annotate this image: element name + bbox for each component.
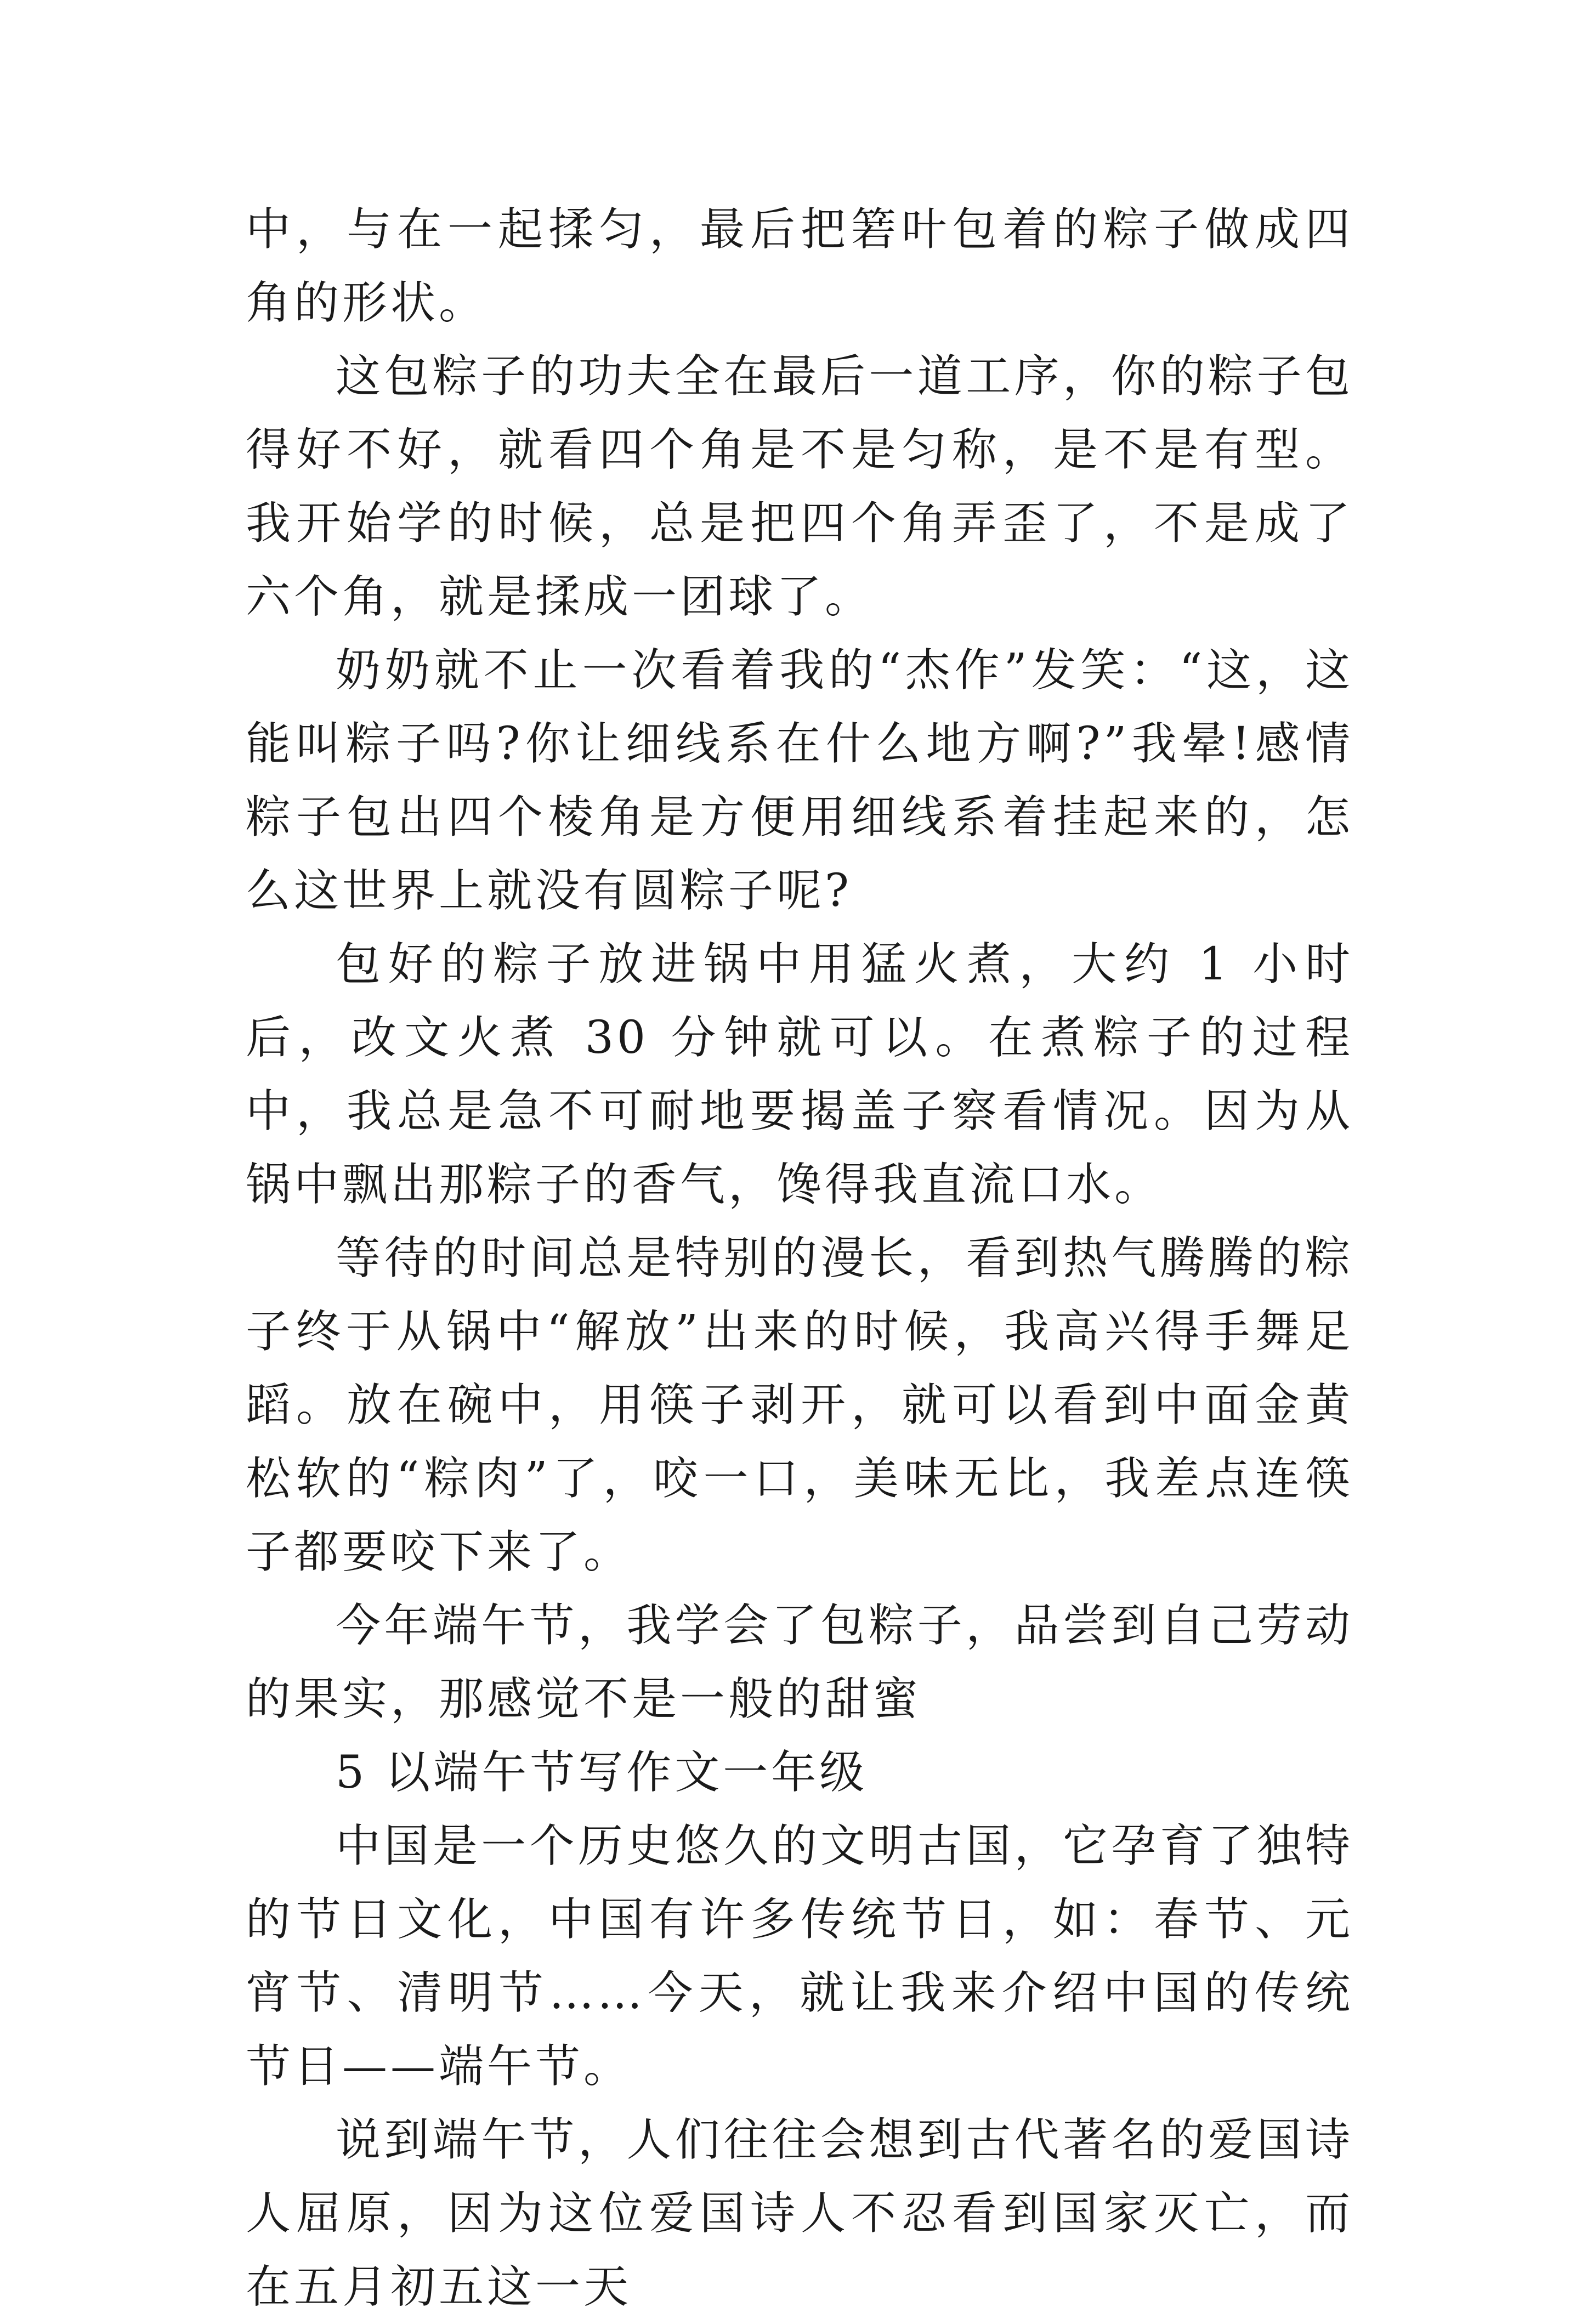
paragraph: 今年端午节，我学会了包粽子，品尝到自己劳动的果实，那感觉不是一般的甜蜜 [246,1600,1353,1725]
paragraph: 包好的粽子放进锅中用猛火煮，大约 1 小时后，改文火煮 30 分钟就可以。在煮粽子的过程中，我总是急不可耐地要揭盖子察看情况。因为从锅中飘出那粽子的香气，馋得我直流口水。 [246,938,1353,1211]
paragraph: 中国是一个历史悠久的文明古国，它孕育了独特的节日文化，中国有许多传统节日，如：春节、元宵节、清明节……今天，就让我来介绍中国的传统节日——端午节。 [246,1820,1353,2093]
paragraph: 说到端午节，人们往往会想到古代著名的爱国诗人屈原，因为这位爱国诗人不忍看到国家灭亡，而在五月初五这一天 [246,2114,1353,2313]
paragraph: 等待的时间总是特别的漫长，看到热气腾腾的粽子终于从锅中“解放”出来的时候，我高兴得手舞足蹈。放在碗中，用筷子剥开，就可以看到中面金黄松软的“粽肉”了，咬一口，美味无比，我差点连筷子都要咬下来了。 [246,1232,1353,1578]
paragraph: 中，与在一起揉匀，最后把箬叶包着的粽子做成四角的形状。 [246,203,1353,329]
paragraph: 这包粽子的功夫全在最后一道工序，你的粽子包得好不好，就看四个角是不是匀称，是不是有型。我开始学的时候，总是把四个角弄歪了，不是成了六个角，就是揉成一团球了。 [246,350,1353,623]
paragraph: 奶奶就不止一次看着我的“杰作”发笑：“这，这能叫粽子吗?你让细线系在什么地方啊?”我晕!感情粽子包出四个棱角是方便用细线系着挂起来的，怎么这世界上就没有圆粽子呢? [246,644,1353,917]
document-body [246,193,1353,2324]
section-heading: 5 以端午节写作文一年级 [336,1747,868,1799]
